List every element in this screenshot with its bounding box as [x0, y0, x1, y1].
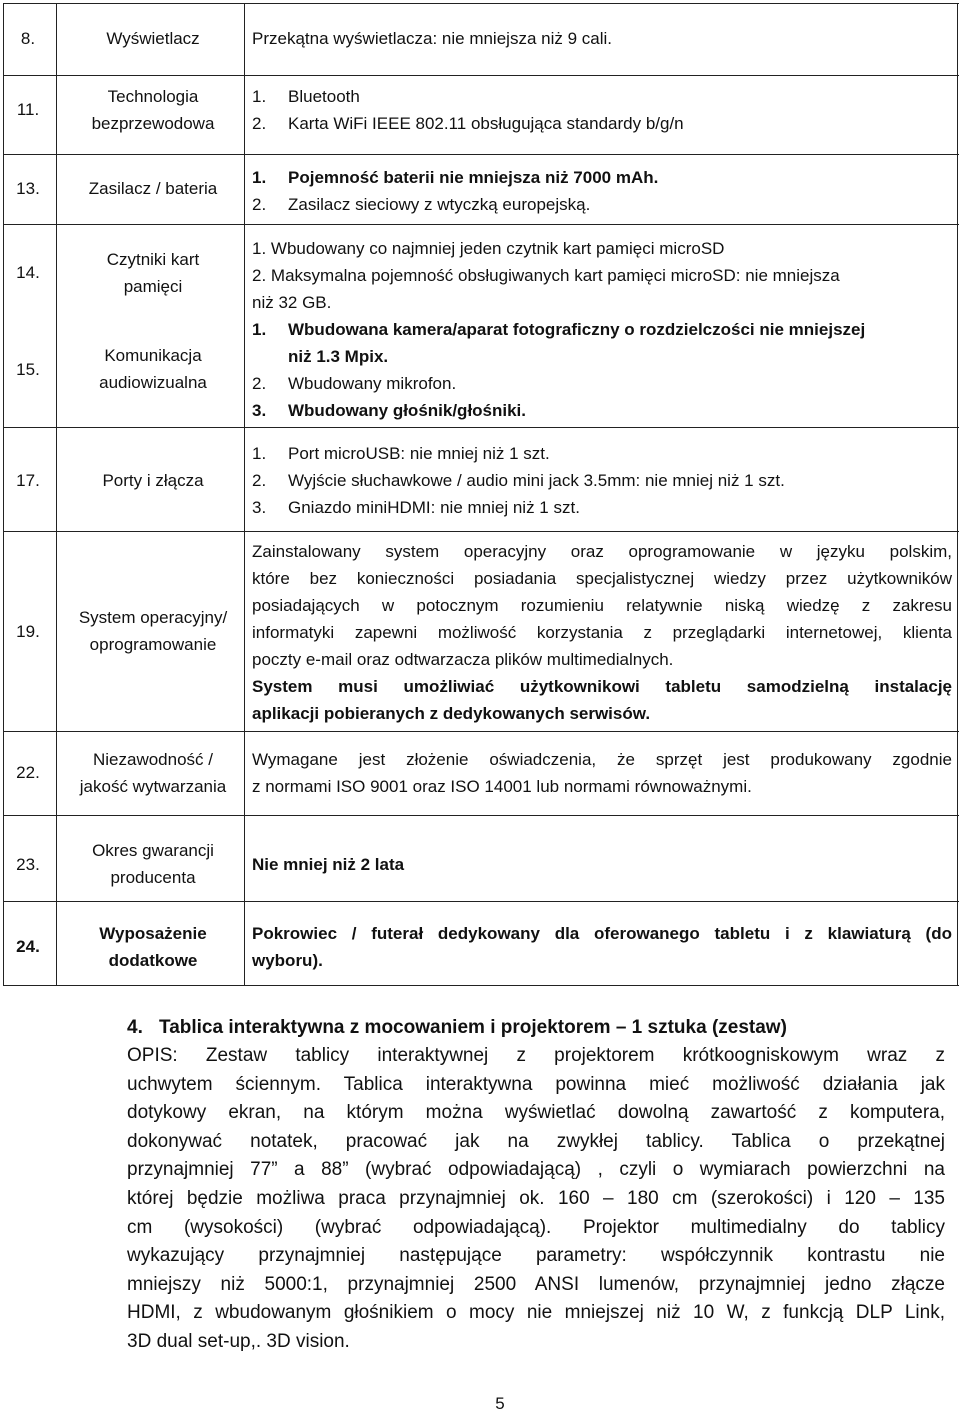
row-divider — [3, 427, 959, 428]
list-number: 2. — [252, 114, 267, 133]
paragraph-line: dokonywać notatek, pracować jak na zwykłej tablicy. Tablica o przekątnej — [127, 1130, 945, 1152]
paragraph-line: Zainstalowany system operacyjny oraz oprogramowanie w języku polskim, — [252, 542, 952, 561]
row-divider — [3, 154, 959, 155]
row-value: Nie mniej niż 2 lata — [252, 855, 405, 874]
paragraph-line: 3D dual set-up,. 3D vision. — [127, 1330, 350, 1352]
section-4 — [127, 1014, 945, 1357]
table-border-right — [957, 3, 958, 986]
list-text: Wbudowany co najmniej jeden czytnik kart pamięci microSD — [270, 239, 725, 258]
list-item — [252, 262, 956, 289]
row-label: Porty i złącza — [102, 471, 204, 490]
paragraph-line: dotykowy ekran, na którym można wyświetlać dowolną zawartość z komputera, — [127, 1102, 945, 1124]
row-label-line: producenta — [110, 868, 196, 887]
paragraph-line-bold: System musi umożliwiać użytkownikowi tabletu samodzielną instalację — [252, 677, 952, 696]
row-divider — [3, 224, 959, 225]
list-item — [252, 191, 956, 218]
list-number: 3. — [252, 498, 267, 517]
list-text: Bluetooth — [288, 87, 360, 106]
row-number: 11. — [16, 100, 40, 119]
list-number: 2. — [252, 195, 267, 214]
list-item — [252, 494, 956, 521]
row-divider — [3, 901, 959, 902]
row-label-line: Okres gwarancji — [92, 841, 214, 860]
table-border-left — [3, 3, 4, 986]
paragraph-line: Wymagane jest złożenie oświadczenia, że sprzęt jest produkowany zgodnie — [252, 750, 952, 769]
row-label-line: pamięci — [123, 277, 183, 296]
row-number: 23. — [16, 855, 40, 874]
paragraph-line: posiadających w potocznym rozumieniu relatywnie niską wiedzę z zakresu — [252, 596, 952, 615]
row-label-line: Komunikacja — [104, 346, 202, 365]
row-label-line: Czytniki kart — [106, 250, 200, 269]
row-number: 8. — [20, 29, 36, 48]
row-value-paragraph — [252, 920, 952, 974]
paragraph-line: OPIS: Zestaw tablicy interaktywnej z projektorem krótkoogniskowym wraz z — [127, 1045, 945, 1066]
list-text: Wbudowany mikrofon. — [288, 374, 457, 393]
row-label-line: jakość wytwarzania — [79, 777, 227, 796]
list-number: 2. — [252, 266, 267, 285]
list-item — [252, 164, 956, 191]
row-number: 13. — [16, 179, 40, 198]
row-divider — [3, 531, 959, 532]
paragraph-line: której będzie możliwa praca przynajmniej ok. 160 – 180 cm (szerokości) i 120 – 135 — [127, 1187, 945, 1209]
list-item — [252, 83, 956, 110]
list-text: Maksymalna pojemność obsługiwanych kart pamięci microSD: nie mniejsza — [270, 266, 840, 285]
list-item-continuation: niż 1.3 Mpix. — [288, 347, 389, 366]
table-border-bottom — [3, 985, 959, 986]
list-item — [252, 316, 956, 343]
list-number: 1. — [252, 320, 267, 339]
paragraph-line: wyboru). — [252, 951, 323, 970]
list-item — [252, 397, 956, 424]
row-label-line: bezprzewodowa — [91, 114, 215, 133]
row-label: Wyświetlacz — [106, 29, 200, 48]
row-label-line: dodatkowe — [108, 951, 198, 970]
paragraph-line: poczty e-mail oraz odtwarzacza plików multimedialnych. — [252, 650, 674, 669]
row-label-line: audiowizualna — [99, 373, 207, 392]
list-text: Zasilacz sieciowy z wtyczką europejską. — [288, 195, 591, 214]
row-divider — [3, 815, 959, 816]
list-number: 1. — [252, 168, 267, 187]
list-number: 1. — [252, 239, 267, 258]
list-number: 2. — [252, 471, 267, 490]
paragraph-line: mniejszy niż 5000:1, przynajmniej 2500 ANSI lumenów, przynajmniej jedno złącze — [127, 1273, 945, 1295]
row-label-line: Wyposażenie — [99, 924, 207, 943]
list-item — [252, 110, 956, 137]
list-text: Wyjście słuchawkowe / audio mini jack 3.5mm: nie mniej niż 1 szt. — [288, 471, 785, 490]
list-item — [252, 440, 956, 467]
list-text: Pojemność baterii nie mniejsza niż 7000 mAh. — [288, 168, 659, 187]
row-label-line: Niezawodność / — [92, 750, 213, 769]
paragraph-line: które bez konieczności posiadania specjalistycznej wiedzy przez użytkowników — [252, 569, 952, 588]
row-number: 22. — [16, 763, 40, 782]
row-label-line: System operacyjny/ — [78, 608, 228, 627]
list-number: 1. — [252, 87, 267, 106]
section-description — [127, 1042, 945, 1357]
row-number: 14. — [16, 263, 40, 282]
section-title — [127, 1014, 945, 1042]
row-number: 19. — [16, 622, 40, 641]
list-text: Wbudowany głośnik/głośniki. — [288, 401, 527, 420]
list-text: Karta WiFi IEEE 802.11 obsługująca standardy b/g/n — [288, 114, 684, 133]
list-number: 1. — [252, 444, 267, 463]
table-border-top — [3, 3, 959, 4]
paragraph-line: przynajmniej 77” a 88” (wybrać odpowiadającą) , czyli o wymiarach powierzchni na — [127, 1159, 945, 1181]
row-number: 15. — [16, 360, 40, 379]
list-number: 2. — [252, 374, 267, 393]
list-item — [252, 370, 956, 397]
row-label-line: oprogramowanie — [89, 635, 217, 654]
row-label: Zasilacz / bateria — [88, 179, 218, 198]
specification-table — [3, 3, 959, 986]
paragraph-line: z normami ISO 9001 oraz ISO 14001 lub normami równoważnymi. — [252, 777, 752, 796]
row-value-paragraph — [252, 538, 952, 727]
paragraph-line: uchwytem ściennym. Tablica interaktywna powinna mieć możliwość działania jak — [127, 1073, 945, 1095]
list-text: Gniazdo miniHDMI: nie mniej niż 1 szt. — [288, 498, 580, 517]
paragraph-line: cm (wysokości) (wybrać odpowiadającą). Projektor multimedialny do tablicy — [127, 1216, 945, 1238]
row-number: 24. — [16, 937, 40, 956]
section-number: 4. — [127, 1017, 143, 1038]
list-item — [252, 467, 956, 494]
paragraph-line: HDMI, z wbudowanym głośnikiem o mocy nie mniejszej niż 10 W, z funkcją DLP Link, — [127, 1302, 945, 1324]
section-title-text: Tablica interaktywna z mocowaniem i projektorem – 1 sztuka (zestaw) — [159, 1017, 787, 1038]
list-item-continuation: niż 32 GB. — [252, 293, 332, 312]
list-number: 3. — [252, 401, 267, 420]
row-divider — [3, 731, 959, 732]
row-value-paragraph — [252, 746, 952, 800]
paragraph-line-bold: aplikacji pobieranych z dedykowanych serwisów. — [252, 704, 651, 723]
list-text: Port microUSB: nie mniej niż 1 szt. — [288, 444, 550, 463]
row-number: 17. — [16, 471, 40, 490]
column-divider — [56, 3, 57, 986]
list-item — [252, 235, 956, 262]
paragraph-line: wykazujący przynajmniej następujące parametry: współczynnik kontrastu nie — [127, 1245, 945, 1267]
page-number: 5 — [495, 1394, 505, 1413]
list-text: Wbudowana kamera/aparat fotograficzny o rozdzielczości nie mniejszej — [288, 320, 866, 339]
row-label-line: Technologia — [107, 87, 199, 106]
paragraph-line: Pokrowiec / futerał dedykowany dla oferowanego tabletu i z klawiaturą (do — [252, 924, 952, 943]
row-divider — [3, 75, 959, 76]
paragraph-line: informatyki zapewni możliwość korzystania z przeglądarki internetowej, klienta — [252, 623, 952, 642]
row-value: Przekątna wyświetlacza: nie mniejsza niż 9 cali. — [252, 29, 612, 48]
